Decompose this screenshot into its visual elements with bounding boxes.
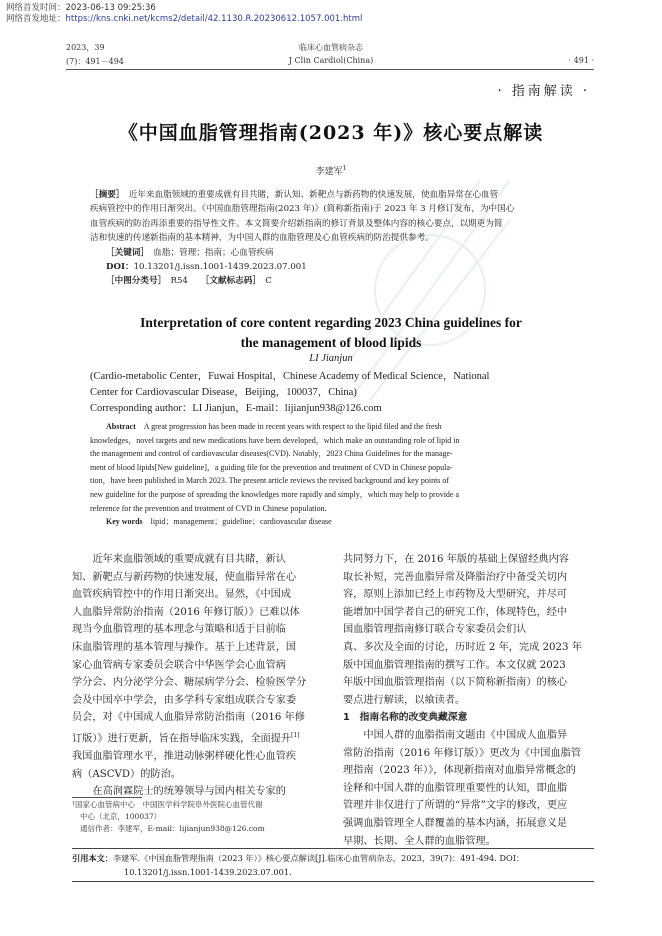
header-journal-cn: 临床心血管病杂志 [299,43,363,52]
body-line: 取长补短，完善血脂异常及降脂治疗中备受关切内 [343,571,568,583]
body-line [72,727,324,748]
article-title-cn: 《中国血脂管理指南(2023 年)》核心要点解读 [118,122,544,144]
abstract-en-line [90,420,574,434]
network-first-time [6,3,156,14]
body-line: 容，原则上添加已经上市药物及大型研究，并尽可 [343,589,568,601]
body-line: 家心血管病专家委员会联合中华医学会心血管病 [72,659,286,671]
section-heading-1: 1 指南名称的改变典藏深意 [343,712,468,724]
abstract-en-line: new guideline for the purpose of spreading the knowledges more rapidly and simply，which may help to provide a [90,489,460,499]
reference-sup[interactable]: [1] [291,731,300,739]
body-line: 常防治指南（2016 年修订版）》更改为《中国血脂管 [343,747,581,759]
column-tag: · 指南解读 · [497,84,590,99]
network-first-address [6,14,362,25]
affiliation-en-line: Center for Cardiovascular Disease，Beijing，100037，China) [90,387,357,398]
body-line: 员会，对《中国成人血脂异常防治指南（2016 年修 [72,712,305,724]
body-line: 中国人群的血脂指南文题由《中国成人血脂异 [363,729,568,741]
author-affil-sup: 1 [342,165,347,172]
classification-cn [90,274,574,288]
footnote-line: ¹国家心血管病中心 中国医学科学院阜外医院心血管代谢 [72,800,263,809]
abstract-en-label: Abstract [106,422,136,431]
body-line: 床血脂管理的基本管理与操作。基于上述背景，国 [72,641,297,653]
body-line: 诠释和中国人群的血脂管理重要性的认知，即血脂 [343,782,568,794]
abstract-cn-line: 洁和快速的传递新指南的基本精神，为中国人群的血脂管理及心血管疾病的防治提供参考。 [90,233,434,244]
body-line: 能增加中国学者自己的研究工作，体现特色，经中 [343,606,568,618]
header-year-volume: 2023，39 [66,43,105,52]
header-issue-pages: (7)：491－494 [66,57,124,66]
body-line: 早期、长期、全人群的血脂管理。 [343,835,496,847]
abstract-en-line: knowledges，novel targets and new medications have been developed，which make an outstanding role of lipid in [90,435,460,445]
author-en: LI Jianjun [309,353,353,364]
body-line: 共同努力下，在 2016 年版的基础上保留经典内容 [343,554,569,565]
affiliation-en [90,369,590,417]
body-left-column [72,551,324,801]
citation-line [72,851,594,865]
network-time-label: 网络首发时间： [6,3,66,13]
doc-code-label: ［文献标志码］ [205,276,257,287]
doi-cn [90,260,574,274]
citation-box [72,848,594,882]
body-line-text: 订版）》进行更新，旨在指导临床实践，全面提升 [72,733,292,745]
footnote-line: 中心（北京，100037） [80,812,162,821]
body-line: 人血脂异常防治指南（2016 年修订版）》已难以体 [72,606,300,618]
doi-value[interactable]: 10.13201/j.issn.1001-1439.2023.07.001 [133,262,307,273]
body-line: 版中国血脂管理指南的撰写工作。本文仅就 2023 [343,659,566,671]
keywords-en-value: lipid；management；guideline；cardiovascular disease [150,517,332,527]
citation-text: 李建军.《中国血脂管理指南（2023 年）》核心要点解读[J].临床心血管病杂志，2023，39(7)：491-494. DOI： [112,853,525,863]
header-page-number: · 491 · [568,56,594,65]
abstract-en-text: A great progression has been made in recent years with respect to the lipid filed and the fresh [143,422,442,431]
body-line: 理指南（2023 年）》，体现新指南对血脂异常概念的 [343,765,576,777]
body-line: 现当今血脂管理的基本理念与策略和适于目前临 [72,624,286,636]
keywords-cn [90,246,574,260]
network-address-link[interactable]: https://kns.cnki.net/kcms2/detail/42.1130.R.20230612.1057.001.html [65,14,363,24]
abstract-en-line: reference for the prevention and treatment of CVD in Chinese population. [90,503,327,513]
keywords-cn-value: 血脂；管理；指南；心血管疾病 [153,247,274,258]
body-line: 知、新靶点与新药物的快速发展，使血脂异常在心 [72,571,297,583]
corresponding-author-en: Corresponding author：LI Jianjun，E-mail：lijianjun938@126.com [90,403,382,414]
abstract-en-line: tion，have been published in March 2023. The present article reviews the revised background and key points of [90,476,450,486]
keywords-en [90,515,574,529]
abstract-cn [90,188,574,289]
body-line: 血管疾病管控中的作用日渐突出。显然，《中国成 [72,589,292,601]
body-line: 要点进行解读，以飨读者。 [343,694,466,706]
abstract-en [90,420,574,529]
body-line: 会及中国卒中学会，由多学科专家组成联合专家委 [72,694,297,706]
abstract-cn-text: 近年来血脂领域的重要成就有目共睹，新认知、新靶点与新药物的快速发展，使血脂异常在心血管 [128,190,499,200]
keywords-en-label: Key words [106,517,143,527]
body-line: 真、多次及全面的讨论，历时近 2 年，完成 2023 年 [343,641,582,653]
footnote-rule [72,797,142,798]
network-time-value: 2023-06-13 09:25:36 [65,3,156,13]
abstract-en-line: ment of blood lipids[New guideline]，a guiding file for the prevention and treatment of CVD in Chinese popula- [90,462,453,472]
title-en-line: the management of blood lipids [240,335,422,350]
body-line: 我国血脂管理水平，推进动脉粥样硬化性心血管疾 [72,750,297,762]
body-line: 强调血脂管理全人群覆盖的基本内涵，拓展意义是 [343,817,568,829]
affiliation-en-line: (Cardio-metabolic Center，Fuwai Hospital，Chinese Academy of Medical Science，National [90,371,490,382]
author-cn [0,164,662,177]
author-name-cn: 李建军 [315,167,343,177]
title-en-line: Interpretation of core content regarding 2023 China guidelines for [140,315,522,330]
body-line: 年版中国血脂管理指南（以下简称新指南）的核心 [343,677,568,689]
article-title-en [0,313,662,353]
class-label: ［中图分类号］ [106,276,162,287]
header-rule [66,69,594,70]
doc-code-value: C [265,276,272,287]
network-address-label: 网络首发地址： [6,14,66,24]
abstract-cn-line: 血管疾病的防治再添重要的指导性文件。本文简要介绍新指南的修订背景及整体内容的核心要点，以期更为简 [90,218,503,229]
body-line: 病（ASCVD）的防治。 [72,768,181,780]
citation-label: 引用本文： [72,853,113,863]
abstract-cn-line: 疾病管控中的作用日渐突出。《中国血脂管理指南(2023 年)》(简称新指南)于 2023 年 3 月修订发布，为中国心 [90,204,515,215]
class-value: R54 [170,276,188,287]
doi-label: DOI： [106,262,134,273]
abstract-en-line: the management and control of cardiovascular diseases(CVD). Notably，2023 China Guidelines for the manage- [90,449,453,459]
citation-line: 10.13201/j.issn.1001-1439.2023.07.001. [124,867,292,877]
abstract-cn-line [90,188,574,202]
body-line: 学分会、内分泌学分会、糖尿病学分会、检验医学分 [72,677,307,689]
body-line: 管理并非仅进行了所谓的“异常”文字的修改，更应 [343,800,568,812]
body-right-column [343,551,595,850]
keywords-cn-label: ［关键词］ [106,247,145,258]
footnotes [72,799,332,835]
footnote-line: 通信作者：李建军，E-mail：lijianjun938@126.com [80,824,265,833]
body-line: 在高润霖院士的统筹领导与国内相关专家的 [92,786,286,798]
abstract-cn-label: ［摘要］ [90,190,121,200]
body-line: 国血脂管理指南修订联合专家委员会们认 [343,624,527,636]
header-journal-en: J Clin Cardiol(China) [288,56,374,65]
body-line: 近年来血脂领域的重要成就有目共睹，新认 [92,554,286,565]
